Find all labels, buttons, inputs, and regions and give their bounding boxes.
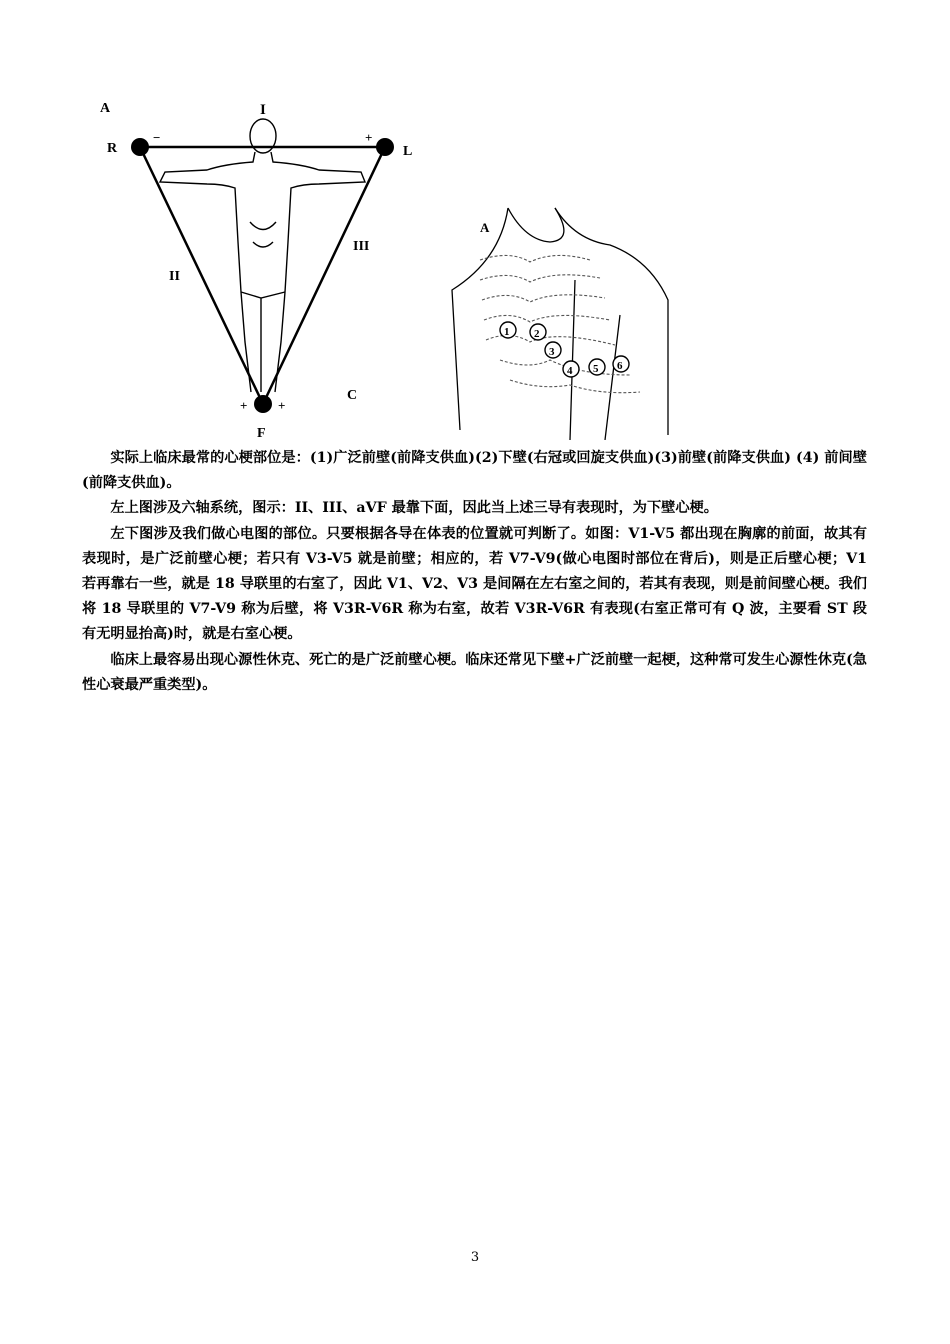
f-polarity-plus-left: + <box>240 398 248 413</box>
lead-ii-line <box>140 147 263 404</box>
electrode-f <box>254 395 272 413</box>
lead-iii-label: III <box>353 239 370 254</box>
chest-electrode-markers <box>500 322 629 377</box>
electrode-v4-label: 4 <box>567 365 573 377</box>
f-polarity-plus-right: + <box>278 398 286 413</box>
electrode-v1-label: 1 <box>504 326 510 338</box>
c-label: C <box>347 388 358 403</box>
r-polarity-minus: − <box>153 130 161 145</box>
body-text <box>82 446 867 698</box>
electrode-f-label: F <box>257 426 266 441</box>
paragraph-common-sites: 实际上临床最常的心梗部位是：(1)广泛前壁(前降支供血)(2)下壁(右冠或回旋支供血)(3)前壁(前降支供血) (4) 前间壁(前降支供血)。 <box>82 450 867 492</box>
lead-i-label: I <box>260 102 266 118</box>
paragraph-chest-leads: 左下图涉及我们做心电图的部位。只要根据各导在体表的位置就可判断了。如图：V1-V5 都出现在胸廓的前面，故其有表现时，是广泛前壁心梗；若只有 V3-V5 就是前壁；相应的，若 V7-V9(做心电图时部位在背后)，则是正后壁心梗；V1 若再靠右一些，就是 18 导联里的右室了，因此 V1、V2、V3 是间隔在左右室之间的，若其有表现，则是前间壁心梗。我们将 18 导联里的 V7-V9 称为后壁，将 V3R-V6R 称为右室，故若 V3R-V6R 有表现(右室正常可有 Q 波，主要看 ST 段有无明显抬高)时，就是右室心梗。 <box>82 525 867 643</box>
electrode-v3-label: 3 <box>549 346 555 358</box>
electrode-r <box>131 138 149 156</box>
page-number: 3 <box>470 1250 480 1265</box>
figure-corner-label: A <box>100 101 111 116</box>
electrode-v5-label: 5 <box>593 363 599 375</box>
lead-iii-line <box>263 147 385 404</box>
einthoven-triangle-figure <box>95 92 425 442</box>
l-polarity-plus: + <box>365 130 373 145</box>
electrode-l <box>376 138 394 156</box>
chest-figure-corner-label: A <box>480 220 490 235</box>
electrode-v6-label: 6 <box>617 360 623 372</box>
electrode-v2-label: 2 <box>534 328 540 340</box>
chest-leads-figure <box>440 200 670 440</box>
electrode-l-label: L <box>403 144 413 159</box>
paragraph-hexaxial: 左上图涉及六轴系统，图示：II、III、aVF 最靠下面，因此当上述三导有表现时，为下壁心梗。 <box>110 500 718 517</box>
paragraph-cardiogenic-shock: 临床上最容易出现心源性休克、死亡的是广泛前壁心梗。临床还常见下壁+广泛前壁一起梗，这种常可发生心源性休克(急性心衰最严重类型)。 <box>82 651 867 693</box>
electrode-r-label: R <box>107 141 118 156</box>
lead-ii-label: II <box>169 269 180 284</box>
chest-outline <box>452 208 668 440</box>
